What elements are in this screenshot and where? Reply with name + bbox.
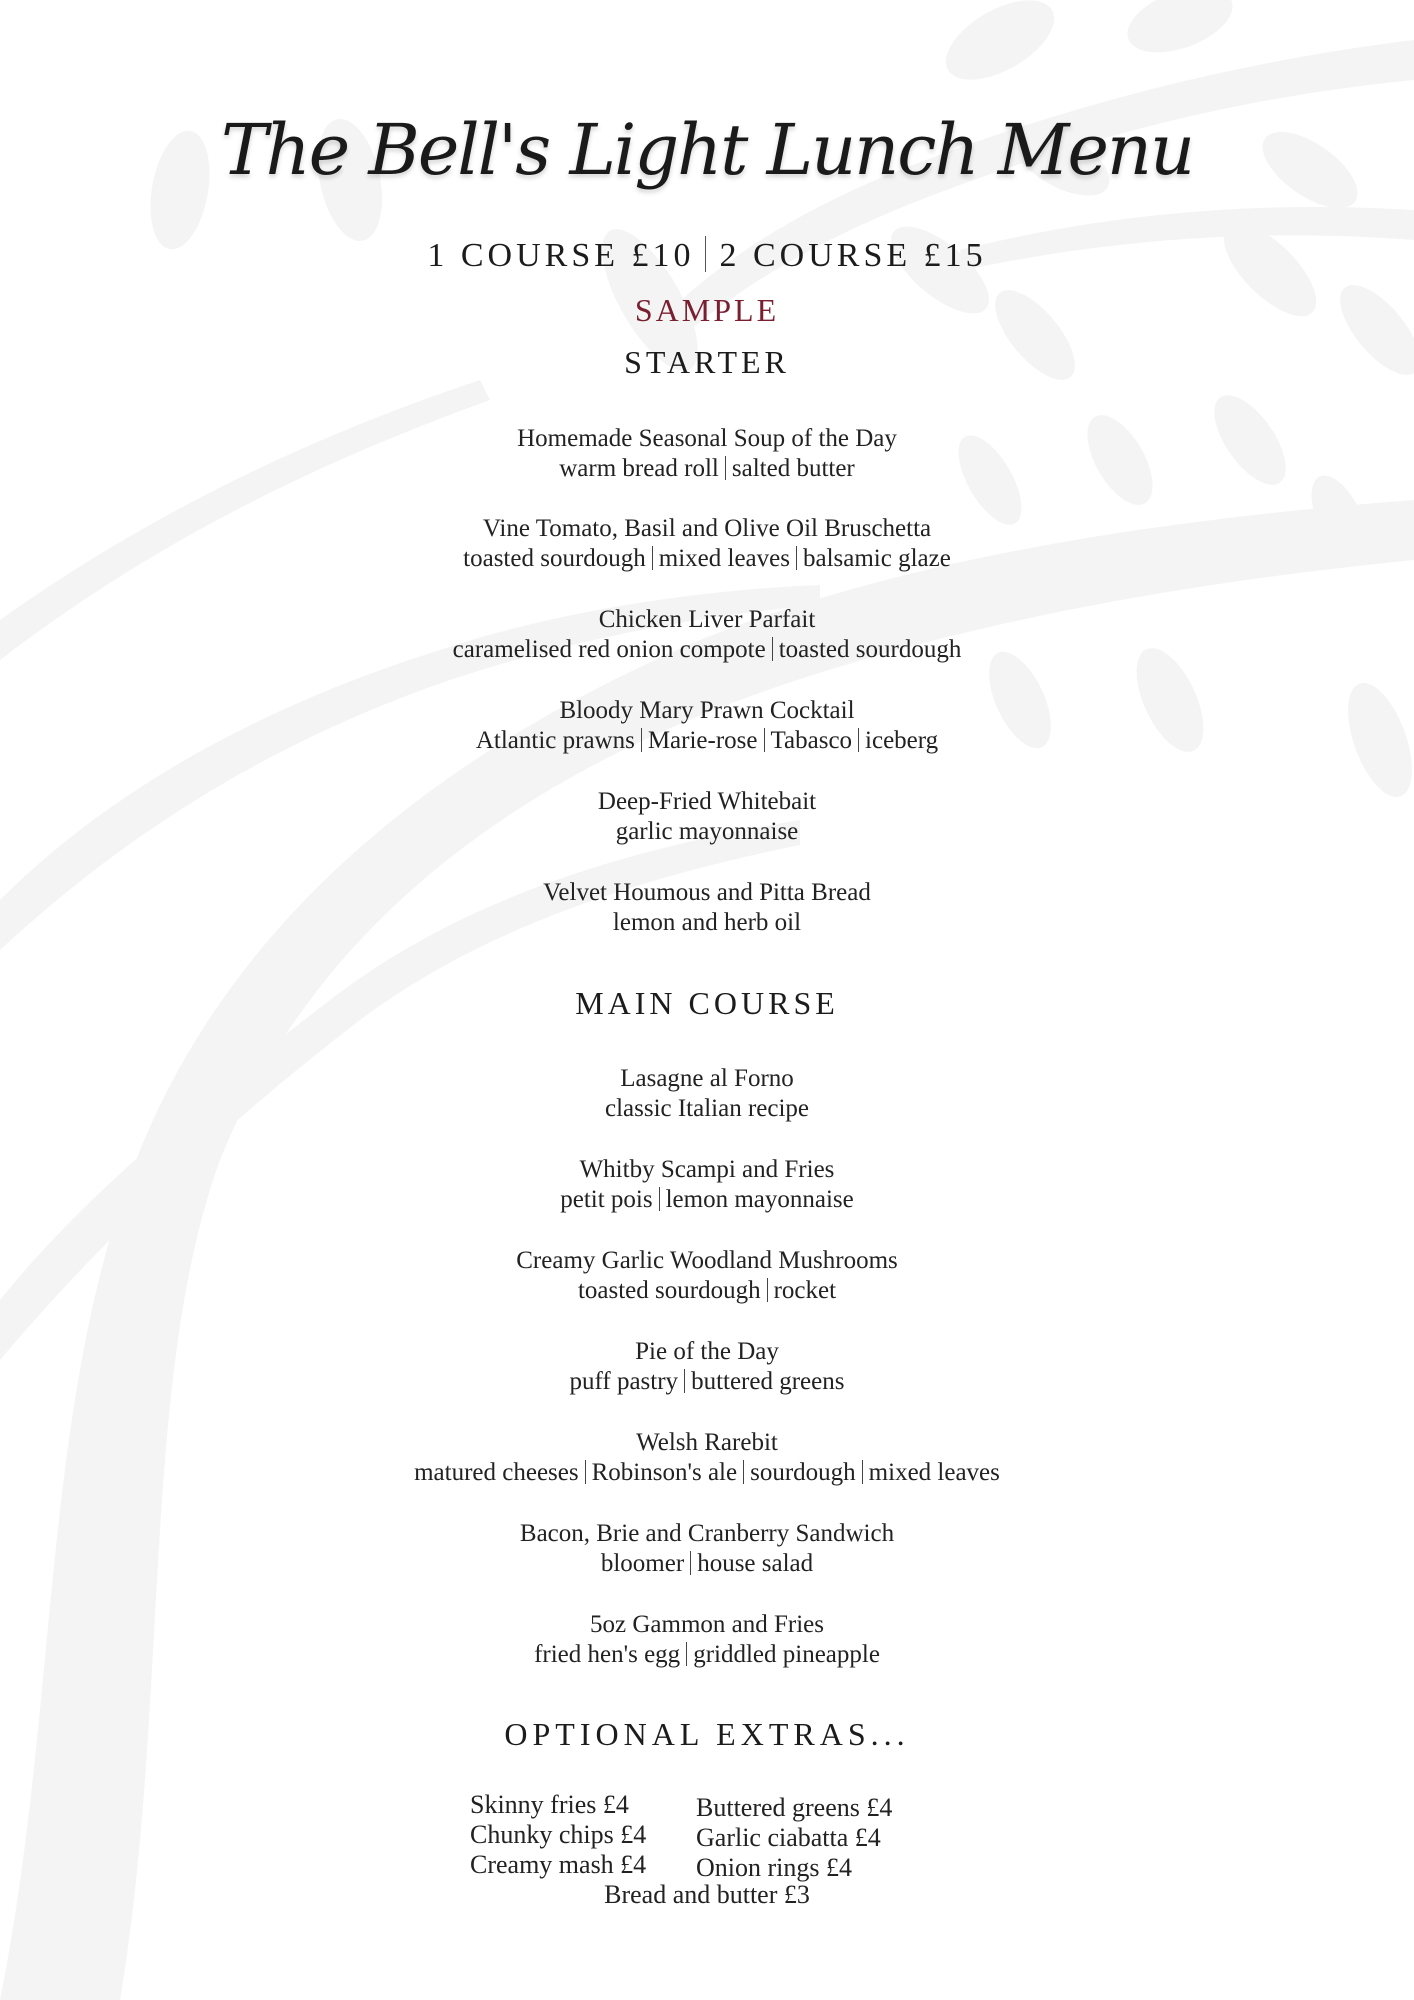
menu-title: The Bell's Light Lunch Menu (220, 109, 1194, 191)
starter-item (0, 787, 1414, 847)
starter-item (0, 878, 1414, 938)
dish-description: warm bread roll salted butter (559, 455, 855, 482)
main-item (0, 1246, 1414, 1306)
dish-description: puff pastry buttered greens (569, 1368, 845, 1395)
dish-name: Bacon, Brie and Cranberry Sandwich (519, 1520, 895, 1547)
dish-name: Vine Tomato, Basil and Olive Oil Bruschetta (482, 515, 932, 542)
dish-name: Whitby Scampi and Fries (579, 1156, 835, 1183)
dish-description: lemon and herb oil (612, 909, 802, 936)
dish-name: Welsh Rarebit (636, 1429, 778, 1456)
dish-description: classic Italian recipe (604, 1095, 810, 1122)
starter-item (0, 514, 1414, 574)
dish-name: Velvet Houmous and Pitta Bread (543, 879, 871, 906)
dish-name: Deep-Fried Whitebait (597, 788, 817, 815)
dish-name: Chicken Liver Parfait (598, 606, 816, 633)
optional-extras-heading: OPTIONAL EXTRAS... (504, 1716, 910, 1752)
dish-description: toasted sourdough mixed leaves balsamic glaze (463, 545, 951, 572)
dish-description: garlic mayonnaise (615, 818, 799, 845)
dish-description: toasted sourdough rocket (577, 1277, 837, 1304)
dish-name: Creamy Garlic Woodland Mushrooms (516, 1247, 898, 1274)
dish-description: fried hen's egg griddled pineapple (534, 1641, 880, 1668)
dish-description: Atlantic prawns Marie-rose Tabasco iceberg (475, 727, 939, 754)
dish-name: 5oz Gammon and Fries (590, 1611, 824, 1638)
dish-name: Lasagne al Forno (620, 1065, 794, 1092)
dish-name: Homemade Seasonal Soup of the Day (517, 425, 897, 452)
dish-description: petit pois lemon mayonnaise (560, 1186, 854, 1213)
main-course-heading: MAIN COURSE (575, 985, 839, 1021)
main-item (0, 1064, 1414, 1124)
main-item (0, 1428, 1414, 1488)
dish-description: bloomer house salad (600, 1550, 814, 1577)
dish-name: Pie of the Day (635, 1338, 779, 1365)
main-item (0, 1337, 1414, 1397)
starter-item (0, 696, 1414, 756)
extra-item: Onion rings £4 (696, 1853, 852, 1882)
dish-name: Bloody Mary Prawn Cocktail (559, 697, 855, 724)
main-item (0, 1155, 1414, 1215)
starter-heading: STARTER (624, 344, 790, 380)
extra-item: Bread and butter £3 (604, 1880, 810, 1909)
dish-description: caramelised red onion compote toasted sourdough (452, 636, 962, 663)
starter-item (0, 424, 1414, 484)
extra-item: Buttered greens £4 (696, 1793, 893, 1822)
extra-item: Creamy mash £4 (470, 1850, 647, 1879)
pricing-line (0, 234, 1414, 278)
dish-description: matured cheeses Robinson's ale sourdough mixed leaves (414, 1459, 1000, 1486)
two-course-price: 2 COURSE £15 (719, 237, 987, 274)
sample-label: SAMPLE (634, 292, 780, 328)
starter-item (0, 605, 1414, 665)
extra-item: Chunky chips £4 (470, 1820, 647, 1849)
extra-item: Skinny fries £4 (470, 1790, 629, 1819)
extra-item: Garlic ciabatta £4 (696, 1823, 881, 1852)
pricing-divider (705, 236, 706, 272)
main-item (0, 1519, 1414, 1579)
main-item (0, 1610, 1414, 1670)
one-course-price: 1 COURSE £10 (427, 237, 695, 274)
